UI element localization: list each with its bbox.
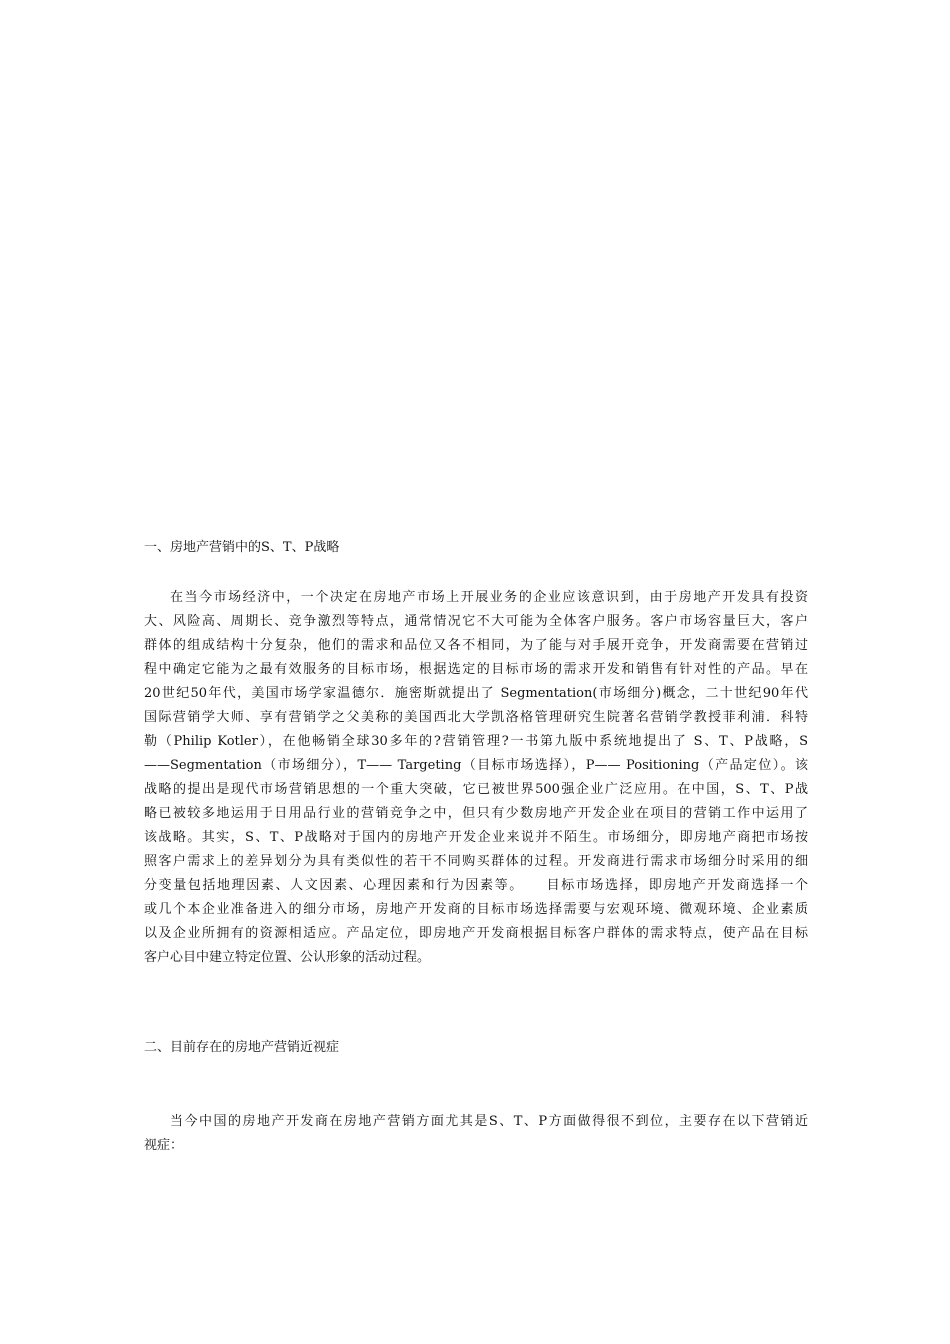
section-heading-2: 二、目前存在的房地产营销近视症 [144, 1040, 340, 1055]
paragraph-line: 程中确定它能为之最有效服务的目标市场，根据选定的目标市场的需求开发和销售有针对性的产品。早在 [144, 662, 808, 677]
paragraph-line: 该战略。其实，S、T、P战略对于国内的房地产开发企业来说并不陌生。市场细分，即房地产商把市场按 [144, 830, 808, 845]
section-heading-1: 一、房地产营销中的S、T、P战略 [144, 540, 340, 555]
paragraph-line: 勒（Philip Kotler），在他畅销全球30多年的?营销管理?一书第九版中系统地提出了 S、T、P战略，S [144, 734, 808, 749]
paragraph-line: 视症： [144, 1138, 184, 1153]
paragraph-line: 在当今市场经济中，一个决定在房地产市场上开展业务的企业应该意识到，由于房地产开发具有投资 [170, 590, 808, 605]
paragraph-line: 或几个本企业准备进入的细分市场，房地产开发商的目标市场选择需要与宏观环境、微观环境、企业素质 [144, 902, 808, 917]
paragraph-line: 客户心目中建立特定位置、公认形象的活动过程。 [144, 950, 431, 965]
paragraph-line: 战略的提出是现代市场营销思想的一个重大突破，它已被世界500强企业广泛应用。在中国，S、T、P战 [144, 782, 808, 797]
section-paragraph-2 [144, 1110, 808, 1158]
paragraph-line: 照客户需求上的差异划分为具有类似性的若干不同购买群体的过程。开发商进行需求市场细分时采用的细 [144, 854, 808, 869]
paragraph-line: 以及企业所拥有的资源相适应。产品定位，即房地产开发商根据目标客户群体的需求特点，使产品在目标 [144, 926, 808, 941]
paragraph-line: 当今中国的房地产开发商在房地产营销方面尤其是S、T、P方面做得很不到位，主要存在以下营销近 [170, 1114, 808, 1129]
paragraph-line: 略已被较多地运用于日用品行业的营销竞争之中，但只有少数房地产开发企业在项目的营销工作中运用了 [144, 806, 808, 821]
paragraph-line: 国际营销学大师、享有营销学之父美称的美国西北大学凯洛格管理研究生院著名营销学教授菲利浦．科特 [144, 710, 808, 725]
paragraph-line: 大、风险高、周期长、竞争激烈等特点，通常情况它不大可能为全体客户服务。客户市场容量巨大，客户 [144, 614, 808, 629]
section-paragraph-1 [144, 586, 808, 970]
paragraph-line: 群体的组成结构十分复杂，他们的需求和品位又各不相同，为了能与对手展开竞争，开发商需要在营销过 [144, 638, 808, 653]
paragraph-line: 分变量包括地理因素、人文因素、心理因素和行为因素等。 目标市场选择，即房地产开发商选择一个 [144, 878, 808, 893]
paragraph-line: ——Segmentation（市场细分），T—— Targeting（目标市场选择），P—— Positioning（产品定位）。该 [144, 758, 808, 773]
paragraph-line: 20世纪50年代，美国市场学家温德尔．施密斯就提出了 Segmentation(市场细分)概念，二十世纪90年代 [144, 686, 808, 701]
